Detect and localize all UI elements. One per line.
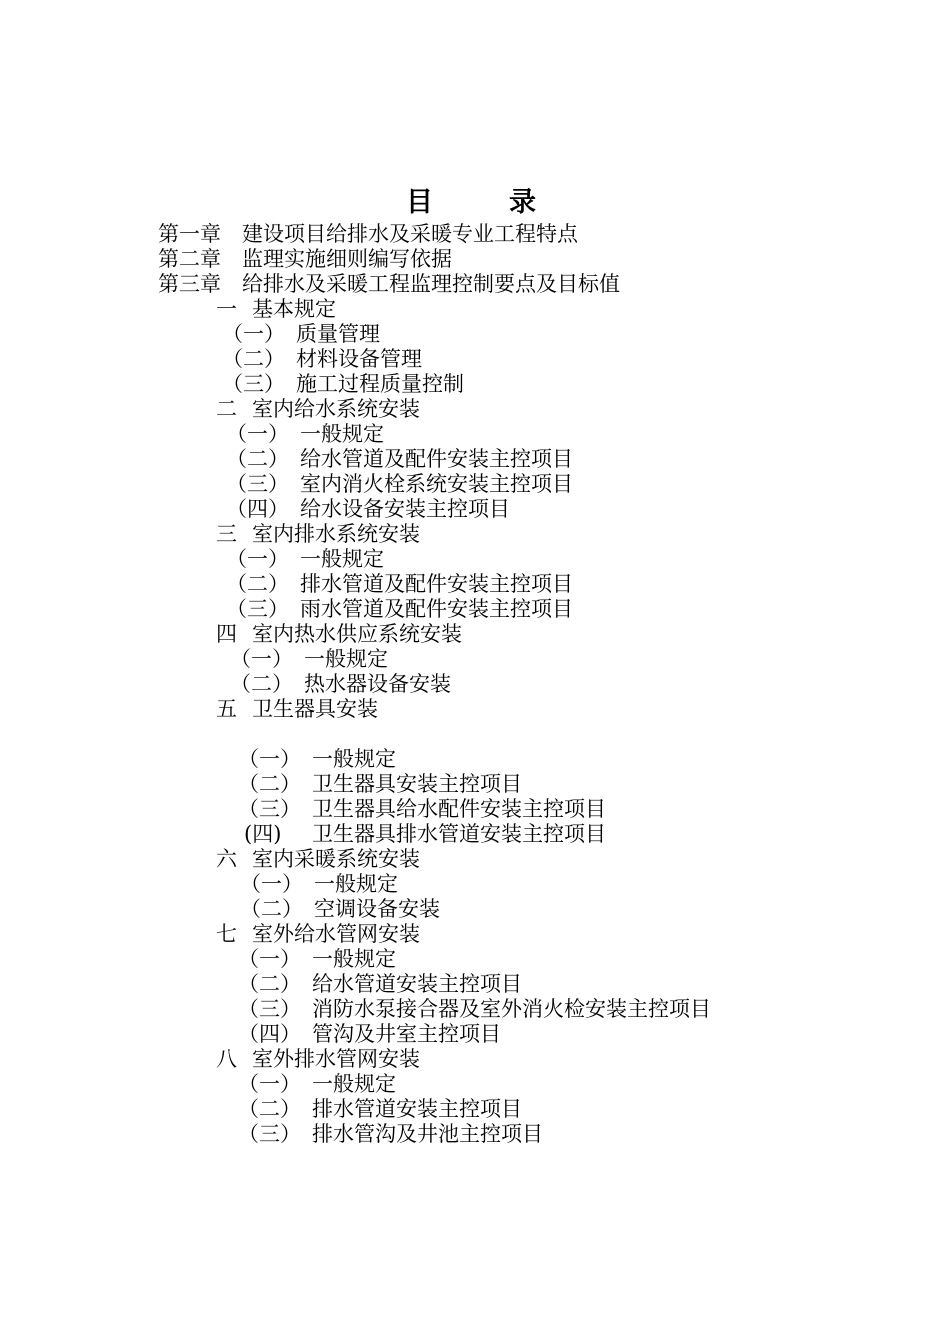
toc-text: 给排水及采暖工程监理控制要点及目标值 — [242, 272, 620, 296]
toc-text: 室内消火栓系统安装主控项目 — [300, 472, 573, 496]
toc-number: （三） — [238, 797, 301, 821]
toc-text: 卫生器具安装 — [252, 697, 378, 721]
toc-number: 一 — [216, 297, 237, 321]
toc-text: 排水管沟及井池主控项目 — [312, 1122, 543, 1146]
toc-subsection[interactable] — [244, 822, 606, 847]
toc-text: 一般规定 — [300, 547, 384, 571]
toc-title-char-2: 录 — [509, 187, 536, 218]
toc-number: （一） — [226, 422, 289, 446]
toc-text: 一般规定 — [300, 422, 384, 446]
toc-number: （二） — [226, 447, 289, 471]
toc-subsection[interactable] — [230, 672, 451, 697]
toc-number: （一） — [238, 747, 301, 771]
toc-subsection[interactable] — [238, 947, 396, 972]
toc-text: 给水设备安装主控项目 — [300, 497, 510, 521]
toc-section[interactable] — [216, 697, 378, 722]
toc-subsection[interactable] — [238, 997, 711, 1022]
toc-number: （二） — [238, 1097, 301, 1121]
toc-text: 一般规定 — [312, 1072, 396, 1096]
toc-number: 第三章 — [158, 272, 221, 296]
toc-text: 一般规定 — [314, 872, 398, 896]
toc-text: 排水管道及配件安装主控项目 — [300, 572, 573, 596]
toc-chapter-1[interactable] — [158, 222, 578, 247]
toc-text: 管沟及井室主控项目 — [312, 1022, 501, 1046]
toc-text: 空调设备安装 — [314, 897, 440, 921]
toc-subsection[interactable] — [238, 972, 522, 997]
toc-number: 三 — [216, 522, 237, 546]
toc-number: （二） — [238, 772, 301, 796]
toc-text: 给水管道及配件安装主控项目 — [300, 447, 573, 471]
toc-subsection[interactable] — [222, 322, 380, 347]
toc-section[interactable] — [216, 522, 420, 547]
toc-number: 八 — [216, 1047, 237, 1071]
toc-text: 质量管理 — [296, 322, 380, 346]
toc-number: （一） — [238, 947, 301, 971]
toc-subsection[interactable] — [226, 422, 384, 447]
toc-text: 雨水管道及配件安装主控项目 — [300, 597, 573, 621]
toc-number: （二） — [230, 672, 293, 696]
toc-text: 室内排水系统安装 — [252, 522, 420, 546]
toc-subsection[interactable] — [226, 472, 573, 497]
toc-text: 室内采暖系统安装 — [252, 847, 420, 871]
toc-subsection[interactable] — [238, 1097, 522, 1122]
toc-number: （一） — [226, 547, 289, 571]
toc-subsection[interactable] — [238, 772, 522, 797]
toc-subsection[interactable] — [238, 1072, 396, 1097]
toc-number: （二） — [240, 897, 303, 921]
toc-subsection[interactable] — [238, 1122, 543, 1147]
toc-number: （一） — [240, 872, 303, 896]
toc-subsection[interactable] — [226, 572, 573, 597]
toc-subsection[interactable] — [240, 872, 398, 897]
toc-text: 施工过程质量控制 — [296, 372, 464, 396]
toc-subsection[interactable] — [226, 547, 384, 572]
toc-number: （二） — [238, 972, 301, 996]
toc-number: 二 — [216, 397, 237, 421]
toc-subsection[interactable] — [222, 372, 464, 397]
toc-number: （一） — [230, 647, 293, 671]
toc-subsection[interactable] — [238, 1022, 501, 1047]
toc-subsection[interactable] — [230, 647, 388, 672]
toc-number: （三） — [222, 372, 285, 396]
toc-text: 热水器设备安装 — [304, 672, 451, 696]
toc-subsection[interactable] — [240, 897, 440, 922]
toc-text: 给水管道安装主控项目 — [312, 972, 522, 996]
toc-text: 卫生器具安装主控项目 — [312, 772, 522, 796]
toc-number: （一） — [238, 1072, 301, 1096]
toc-title — [406, 180, 536, 219]
toc-text: 一般规定 — [312, 747, 396, 771]
toc-text: 监理实施细则编写依据 — [242, 247, 452, 271]
toc-section[interactable] — [216, 297, 336, 322]
toc-text: 室内给水系统安装 — [252, 397, 420, 421]
toc-text: 基本规定 — [252, 297, 336, 321]
toc-subsection[interactable] — [238, 747, 396, 772]
toc-text: 卫生器具给水配件安装主控项目 — [312, 797, 606, 821]
toc-section[interactable] — [216, 847, 420, 872]
toc-number: （三） — [238, 997, 301, 1021]
toc-text: 建设项目给排水及采暖专业工程特点 — [242, 222, 578, 246]
toc-text: 一般规定 — [312, 947, 396, 971]
toc-number: （一） — [222, 322, 285, 346]
toc-subsection[interactable] — [226, 497, 510, 522]
toc-subsection[interactable] — [226, 597, 573, 622]
toc-section[interactable] — [216, 922, 420, 947]
toc-number: 第一章 — [158, 222, 221, 246]
toc-text: 室外给水管网安装 — [252, 922, 420, 946]
toc-number: （三） — [226, 597, 289, 621]
toc-number: 四 — [216, 622, 237, 646]
toc-subsection[interactable] — [226, 447, 573, 472]
toc-subsection[interactable] — [238, 797, 606, 822]
toc-chapter-3[interactable] — [158, 272, 620, 297]
toc-number: （三） — [226, 472, 289, 496]
toc-number: （四） — [226, 497, 289, 521]
toc-text: 一般规定 — [304, 647, 388, 671]
toc-text: 材料设备管理 — [296, 347, 422, 371]
toc-number: （四） — [238, 1022, 301, 1046]
toc-number: 六 — [216, 847, 237, 871]
toc-text: 室外排水管网安装 — [252, 1047, 420, 1071]
toc-number: （二） — [226, 572, 289, 596]
toc-number: 五 — [216, 697, 237, 721]
toc-number: （二） — [222, 347, 285, 371]
toc-number: 第二章 — [158, 247, 221, 271]
toc-title-char-1: 目 — [406, 187, 433, 218]
toc-subsection[interactable] — [222, 347, 422, 372]
toc-section[interactable] — [216, 397, 420, 422]
toc-section[interactable] — [216, 1047, 420, 1072]
toc-text: 室内热水供应系统安装 — [252, 622, 462, 646]
toc-text: 排水管道安装主控项目 — [312, 1097, 522, 1121]
toc-number: (四) — [244, 822, 282, 846]
toc-chapter-2[interactable] — [158, 247, 452, 272]
toc-number: 七 — [216, 922, 237, 946]
toc-text: 卫生器具排水管道安装主控项目 — [312, 822, 606, 846]
toc-text: 消防水泵接合器及室外消火检安装主控项目 — [312, 997, 711, 1021]
toc-number: （三） — [238, 1122, 301, 1146]
toc-section[interactable] — [216, 622, 462, 647]
